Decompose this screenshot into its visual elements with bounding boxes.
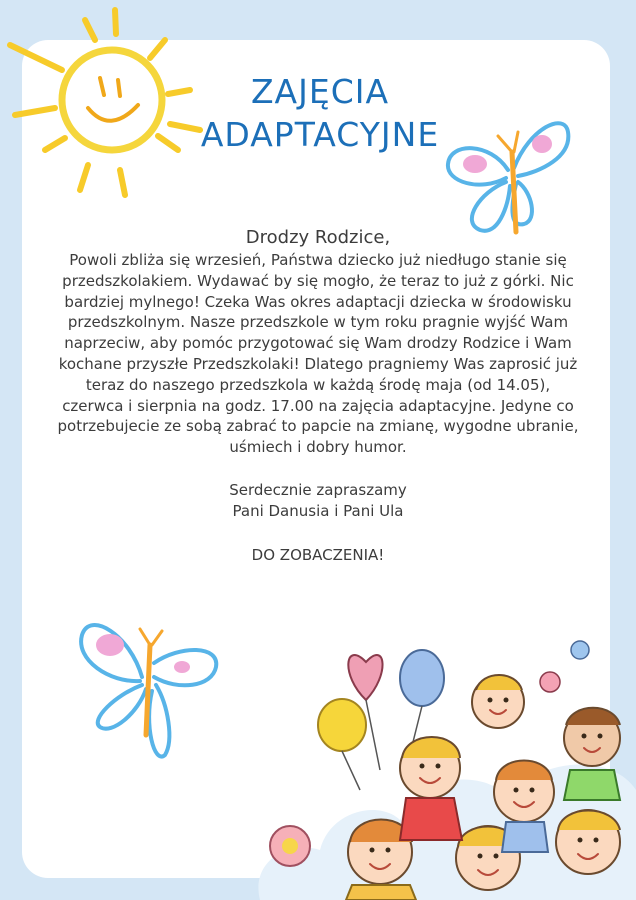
- flyer-title: [160, 70, 480, 156]
- title-line-1: ZAJĘCIA: [250, 72, 390, 111]
- signature-line-2: Pani Danusia i Pani Ula: [232, 501, 404, 520]
- closing-text: DO ZOBACZENIA!: [251, 545, 385, 564]
- letter-text: [55, 227, 581, 566]
- greeting: Drodzy Rodzice,: [245, 227, 391, 248]
- signature: [55, 480, 581, 522]
- letter-body: Powoli zbliża się wrzesień, Państwa dziecko już niedługo stanie się przedszkolakiem. Wydawać by się mogło, że teraz to już z górki. Nic bardziej mylnego! Czeka Was okres adaptacji dziecka w środowisku przedszkolnym. Nasze przedszkole w tym roku pragnie wyjść Wam naprzeciw, aby pomóc przygotować się Wam drodzy Rodzice i Wam kochane przyszłe Przedszkolaki! Dlatego pragniemy Was zaprosić już teraz do naszego przedszkola w każdą środę maja (od 14.05), czerwca i sierpnia na godz. 17.00 na zajęcia adaptacyjne. Jedyne co potrzebujecie ze sobą zabrać to papcie na zmianę, wygodne ubranie, uśmiech i dobry humor.: [57, 251, 579, 457]
- butterfly-icon: [70, 605, 230, 765]
- signature-line-1: Serdecznie zapraszamy: [229, 480, 407, 499]
- title-line-2: ADAPTACYJNE: [200, 115, 440, 154]
- kids-illustration: [230, 620, 636, 900]
